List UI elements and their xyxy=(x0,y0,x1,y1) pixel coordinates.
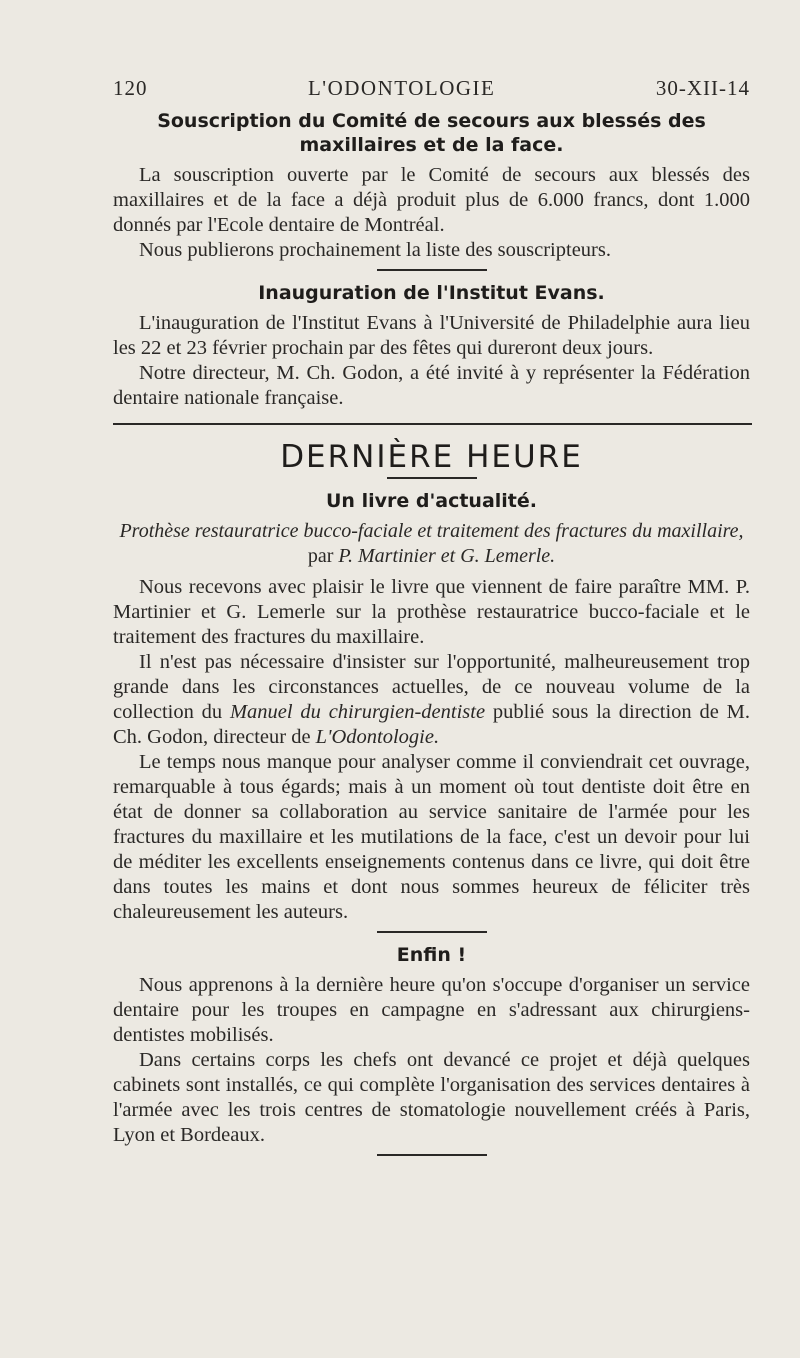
divider-long xyxy=(113,423,752,425)
section-title-enfin: Enfin ! xyxy=(396,944,467,966)
book-par: par xyxy=(307,545,339,567)
divider xyxy=(387,477,477,479)
divider xyxy=(377,269,487,271)
italic-run: L'Odontologie. xyxy=(315,726,440,748)
paragraph: Notre directeur, M. Ch. Godon, a été invité à y représenter la Fédération dentaire nationale française. xyxy=(113,362,750,409)
paragraph: Nous publierons prochainement la liste des souscripteurs. xyxy=(139,239,611,261)
section-title-souscription: Souscription du Comité de secours aux blessés des maxillaires et de la face. xyxy=(157,110,706,156)
paragraph: La souscription ouverte par le Comité de secours aux blessés des maxillaires et de la face a déjà produit plus de 6.000 francs, dont 1.000 donnés par l'Ecole dentaire de Montréal. xyxy=(113,164,750,236)
paragraph: Le temps nous manque pour analyser comme il conviendrait cet ouvrage, remarquable à tous égards; mais à un moment où tout dentiste doit être en état de donner sa collaboration au service sanitaire de l'armée pour les fractures du maxillaire et les mutilations de la face, c'est un devoir pour lui de méditer les excellents enseignements contenus dans ce livre, qui doit être dans toutes les mains et dont nous sommes heureux de féliciter très chaleureusement les auteurs. xyxy=(113,751,750,923)
paragraph xyxy=(113,650,750,750)
journal-title: L'ODONTOLOGIE xyxy=(307,76,496,100)
page-number: 120 xyxy=(113,76,148,100)
section-title-evans: Inauguration de l'Institut Evans. xyxy=(258,282,605,304)
paragraph: Nous apprenons à la dernière heure qu'on s'occupe d'organiser un service dentaire pour les troupes en campagne en s'adressant aux chirurgiens-dentistes mobilisés. xyxy=(113,974,750,1046)
running-head xyxy=(113,76,750,101)
section-enfin xyxy=(113,943,750,1148)
paragraph: Dans certains corps les chefs ont devancé ce projet et déjà quelques cabinets sont installés, ce qui complète l'organisation des services dentaires à l'armée avec les trois centres de stomatologie nouvellement créés à Paris, Lyon et Bordeaux. xyxy=(113,1049,750,1146)
book-authors: P. Martinier et G. Lemerle. xyxy=(338,545,556,567)
section-souscription xyxy=(113,109,750,263)
book-title xyxy=(113,519,750,569)
divider xyxy=(377,931,487,933)
text-run: publié sous la direction de M. Ch. Godon, directeur de xyxy=(113,701,750,748)
book-title-text: Prothèse restauratrice bucco-faciale et traitement des fractures du maxillaire, xyxy=(119,520,744,542)
italic-run: Manuel du chirurgien-dentiste xyxy=(229,701,486,723)
section-title-livre: Un livre d'actualité. xyxy=(326,490,537,512)
paragraph: L'inauguration de l'Institut Evans à l'Université de Philadelphie aura lieu les 22 et 23 février prochain par des fêtes qui dureront deux jours. xyxy=(113,312,750,359)
section-livre xyxy=(113,489,750,925)
text-run: Il n'est pas nécessaire d'insister sur l'opportunité, malheureusement trop grande dans les circonstances actuelles, de ce nouveau volume de la collection du xyxy=(113,651,750,723)
issue-date: 30-XII-14 xyxy=(655,76,750,100)
banner-derniere-heure: DERNIÈRE HEURE xyxy=(280,439,583,475)
paragraph: Nous recevons avec plaisir le livre que viennent de faire paraître MM. P. Martinier et G. Lemerle sur la prothèse restauratrice bucco-faciale et le traitement des fractures du maxillaire. xyxy=(113,576,750,648)
divider xyxy=(377,1154,487,1156)
section-evans xyxy=(113,281,750,411)
